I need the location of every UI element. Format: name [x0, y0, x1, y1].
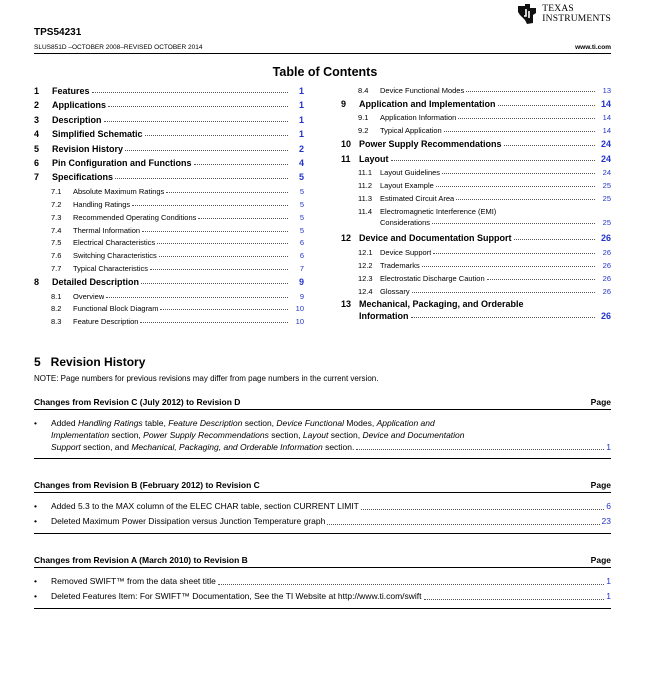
change-block-title: Changes from Revision A (March 2010) to Revision B: [34, 555, 248, 565]
toc-entry[interactable]: [34, 317, 304, 326]
toc-entry[interactable]: [341, 233, 611, 243]
change-item-body: [51, 501, 611, 513]
bullet-icon: •: [34, 516, 37, 527]
toc-leader-dots: [108, 106, 288, 107]
change-item-body: [51, 516, 611, 528]
toc-entry-label: Detailed Description: [52, 277, 140, 288]
toc-entry[interactable]: [341, 207, 611, 216]
change-block-heading: [34, 397, 611, 410]
toc-entry-label: Absolute Maximum Ratings: [73, 186, 165, 196]
toc-entry-label: Glossary: [380, 286, 410, 296]
toc-entry-page[interactable]: 1: [298, 100, 304, 111]
toc-entry[interactable]: [341, 99, 611, 109]
toc-leader-dots: [487, 279, 595, 280]
toc-leader-dots: [115, 178, 288, 179]
toc-leader-dots: [504, 145, 595, 146]
toc-entry-label: Estimated Circuit Area: [380, 193, 455, 203]
change-block-title: Changes from Revision B (February 2012) to Revision C: [34, 480, 260, 490]
toc-entry-number: 8.3: [51, 317, 62, 327]
change-item-line: [51, 430, 611, 442]
change-item: [34, 501, 611, 513]
toc-entry[interactable]: [34, 158, 304, 168]
toc-entry-label: Overview: [73, 291, 105, 301]
toc-leader-dots: [436, 186, 595, 187]
toc-entry-number: 12.3: [358, 273, 373, 283]
revision-info: SLUS851D –OCTOBER 2008–REVISED OCTOBER 2014: [34, 44, 203, 51]
change-item-line: [51, 501, 611, 513]
toc-entry-page[interactable]: 6: [299, 238, 304, 248]
change-item: [34, 576, 611, 588]
bullet-icon: •: [34, 501, 37, 511]
toc-entry-number: 10: [341, 139, 352, 150]
toc-leader-dots: [166, 192, 288, 193]
ti-logo-icon: [516, 3, 538, 25]
toc-entry-number: 8: [34, 277, 40, 288]
change-item-line: [51, 418, 611, 430]
toc-entry-label: Recommended Operating Conditions: [73, 212, 197, 222]
toc-leader-dots: [92, 92, 288, 93]
toc-entry-number: 7.4: [51, 225, 62, 235]
toc-entry-number: 8.2: [51, 304, 62, 314]
toc-entry-number: 11: [341, 153, 351, 164]
toc-leader-dots: [106, 297, 288, 298]
toc-entry-label: Handling Ratings: [73, 199, 131, 209]
toc-entry-page[interactable]: 26: [602, 260, 611, 270]
toc-entry-label-continued: Information: [359, 310, 409, 321]
toc-entry[interactable]: [341, 181, 611, 190]
toc-entry-label: Electromagnetic Interference (EMI): [380, 206, 497, 216]
toc-entry-page[interactable]: 10: [295, 317, 304, 327]
page-column-label: Page: [590, 397, 611, 407]
toc-entry-number: 7.3: [51, 212, 62, 222]
toc-entry-page[interactable]: 5: [299, 212, 304, 222]
toc-entry-page[interactable]: 1: [298, 86, 304, 96]
toc-leader-dots: [140, 322, 288, 323]
toc-leader-dots: [466, 91, 595, 92]
toc-entry[interactable]: [34, 251, 304, 260]
toc-entry-number: 11.1: [358, 167, 373, 177]
bullet-icon: •: [34, 576, 37, 586]
toc-leader-dots: [142, 231, 288, 232]
change-item-text: Support section, and Mechanical, Packaging, and Orderable Information section.: [51, 441, 355, 452]
toc-entry-label: Device Functional Modes: [380, 86, 465, 95]
toc-entry[interactable]: [34, 238, 304, 247]
logo-line-1: TEXAS: [542, 4, 574, 14]
toc-entry-label: Thermal Information: [73, 225, 141, 235]
toc-entry-label: Power Supply Recommendations: [359, 139, 502, 150]
toc-entry-page[interactable]: 1: [298, 129, 304, 140]
toc-entry[interactable]: [341, 113, 611, 122]
toc-leader-dots: [125, 150, 288, 151]
toc-entry-label: Device and Documentation Support: [359, 233, 512, 244]
toc-entry-number: 9.2: [358, 126, 369, 136]
toc-entry[interactable]: [34, 144, 304, 154]
toc-entry-label: Typical Application: [380, 126, 442, 136]
toc-entry-number: 12.2: [358, 260, 373, 270]
section-title: 5 Revision History: [34, 355, 146, 369]
toc-entry-label: Specifications: [52, 172, 114, 183]
toc-entry-page[interactable]: 24: [600, 139, 611, 150]
toc-entry-label: Electrostatic Discharge Caution: [380, 273, 485, 283]
toc-entry-page[interactable]: 25: [602, 218, 611, 227]
toc-entry-number: 11.4: [358, 206, 373, 216]
toc-entry-number: 6: [34, 158, 40, 168]
toc-leader-dots: [132, 205, 288, 206]
toc-leader-dots: [104, 121, 288, 122]
part-number: TPS54231: [34, 27, 82, 38]
toc-entry-page[interactable]: 24: [600, 153, 611, 164]
toc-entry-label: Description: [52, 114, 102, 125]
toc-leader-dots: [150, 269, 288, 270]
toc-entry-continued[interactable]: [341, 218, 611, 227]
change-item: [34, 516, 611, 528]
toc-entry-number: 7.7: [51, 264, 62, 274]
toc-entry-label: Feature Description: [73, 317, 139, 327]
toc-entry-page[interactable]: 25: [602, 193, 611, 203]
toc-entry-label: Layout: [359, 153, 389, 164]
toc-leader-dots: [456, 199, 595, 200]
ti-logo: [516, 3, 611, 25]
toc-entry-page[interactable]: 9: [298, 277, 304, 288]
header-rule: [34, 53, 611, 54]
toc-leader-dots: [498, 105, 595, 106]
change-block-end-rule: [34, 458, 611, 459]
leader-dots: [356, 449, 604, 450]
toc-entry-label: Layout Example: [380, 180, 434, 190]
change-block-end-rule: [34, 608, 611, 609]
bullet-icon: •: [34, 418, 37, 428]
toc-entry-page[interactable]: 26: [602, 286, 611, 296]
toc-entry-number: 11.3: [358, 193, 373, 203]
toc-leader-dots: [458, 118, 595, 119]
toc-leader-dots: [412, 292, 595, 293]
toc-entry[interactable]: [34, 100, 304, 110]
toc-entry-label: Revision History: [52, 143, 124, 154]
toc-entry-label: Switching Characteristics: [73, 251, 157, 261]
toc-entry-label: Pin Configuration and Functions: [52, 158, 192, 168]
leader-dots: [361, 509, 604, 510]
change-item-text: Added Handling Ratings table, Feature Description section, Device Functional Modes, Application and: [51, 418, 435, 428]
toc-leader-dots: [198, 218, 288, 219]
toc-entry[interactable]: [34, 187, 304, 196]
toc-entry-page[interactable]: 2: [298, 143, 304, 154]
logo-line-2: INSTRUMENTS: [542, 14, 611, 24]
toc-entry[interactable]: [341, 299, 611, 309]
toc-entry-label: Application Information: [380, 113, 457, 123]
toc-leader-dots: [145, 135, 288, 136]
toc-entry-number: 9.1: [358, 113, 369, 123]
toc-entry[interactable]: [34, 200, 304, 209]
section-note: NOTE: Page numbers for previous revisions may differ from page numbers in the current version.: [34, 374, 379, 383]
toc-entry-page[interactable]: 26: [602, 247, 611, 257]
toc-entry-number: 7: [34, 172, 40, 183]
toc-entry[interactable]: [341, 248, 611, 257]
change-item-text: Added 5.3 to the MAX column of the ELEC CHAR table, section CURRENT LIMIT: [51, 501, 359, 511]
change-item-body: [51, 576, 611, 588]
website-url[interactable]: www.ti.com: [575, 44, 611, 51]
leader-dots: [327, 524, 599, 525]
toc-entry-continued[interactable]: [341, 311, 611, 321]
toc-entry[interactable]: [341, 139, 611, 149]
toc-entry[interactable]: [341, 274, 611, 283]
toc-entry[interactable]: [34, 129, 304, 139]
toc-entry-page[interactable]: 14: [602, 126, 611, 136]
toc-entry-page[interactable]: 25: [602, 180, 611, 190]
toc-entry-number: 7.2: [51, 199, 62, 209]
toc-entry-number: 5: [34, 143, 40, 154]
toc-entry[interactable]: [341, 126, 611, 135]
toc-entry-page[interactable]: 26: [600, 233, 611, 244]
toc-leader-dots: [141, 283, 288, 284]
toc-entry[interactable]: [34, 172, 304, 182]
change-item-page[interactable]: 1: [606, 576, 611, 586]
toc-entry-page[interactable]: 9: [299, 291, 304, 301]
leader-dots: [218, 584, 604, 585]
page-column-label: Page: [590, 480, 611, 490]
change-item-line: [51, 576, 611, 588]
toc-entry-number: 11.2: [358, 180, 373, 190]
toc-entry-page[interactable]: 1: [298, 114, 304, 125]
toc-leader-dots: [422, 266, 595, 267]
toc-entry-number: 9: [341, 98, 347, 109]
toc-entry-page[interactable]: 7: [299, 264, 304, 274]
toc-entry[interactable]: [34, 264, 304, 273]
change-item-line: [51, 516, 611, 528]
change-item: [34, 418, 611, 453]
toc-entry-page[interactable]: 26: [600, 310, 611, 321]
leader-dots: [424, 599, 605, 600]
toc-leader-dots: [432, 223, 595, 224]
change-item-page[interactable]: 6: [606, 501, 611, 511]
toc-entry-page[interactable]: 13: [602, 86, 611, 95]
toc-entry-page[interactable]: 24: [602, 167, 611, 177]
toc-entry[interactable]: [34, 304, 304, 313]
toc-entry[interactable]: [341, 154, 611, 164]
toc-leader-dots: [159, 256, 288, 257]
toc-entry-number: 13: [341, 299, 352, 310]
change-item-line: [51, 591, 611, 603]
change-block-end-rule: [34, 533, 611, 534]
change-block-heading: [34, 480, 611, 493]
change-item-text: Deleted Features Item: For SWIFT™ Documentation, See the TI Website at http://www.ti.com/swift: [51, 591, 422, 602]
toc-entry-label: Mechanical, Packaging, and Orderable: [359, 299, 524, 310]
change-item-line: [51, 442, 611, 454]
toc-entry-label: Trademarks: [380, 260, 420, 270]
toc-entry-label: Typical Characteristics: [73, 264, 149, 274]
toc-entry[interactable]: [34, 226, 304, 235]
toc-entry-label-continued: Considerations: [380, 218, 431, 227]
toc-leader-dots: [194, 164, 289, 165]
toc-entry-number: 7.6: [51, 251, 62, 261]
toc-entry-page[interactable]: 5: [299, 186, 304, 196]
toc-entry[interactable]: [341, 287, 611, 296]
toc-entry-page[interactable]: 14: [602, 113, 611, 123]
toc-entry-page[interactable]: 10: [295, 304, 304, 314]
toc-entry-page[interactable]: 5: [298, 172, 304, 183]
toc-entry-label: Applications: [52, 100, 107, 111]
change-item-text: Deleted Maximum Power Dissipation versus Junction Temperature graph: [51, 516, 326, 527]
toc-entry-page[interactable]: 5: [299, 225, 304, 235]
bullet-icon: •: [34, 591, 37, 602]
toc-leader-dots: [411, 317, 596, 318]
change-block-title: Changes from Revision C (July 2012) to Revision D: [34, 397, 241, 407]
toc-entry[interactable]: [341, 168, 611, 177]
toc-entry-label: Functional Block Diagram: [73, 304, 159, 314]
change-item-page[interactable]: 1: [606, 441, 611, 452]
toc-entry-page[interactable]: 4: [298, 158, 304, 168]
change-block-heading: [34, 555, 611, 568]
toc-entry-number: 1: [34, 86, 40, 96]
toc-entry-label: Simplified Schematic: [52, 129, 143, 140]
toc-entry-page[interactable]: 14: [600, 98, 611, 109]
toc-leader-dots: [391, 160, 595, 161]
toc-entry-page[interactable]: 6: [299, 251, 304, 261]
toc-entry-label: Application and Implementation: [359, 98, 496, 109]
toc-entry[interactable]: [341, 261, 611, 270]
toc-entry-page[interactable]: 26: [602, 273, 611, 283]
toc-leader-dots: [433, 253, 595, 254]
toc-entry-number: 8.1: [51, 291, 62, 301]
change-item-text: Implementation section, Power Supply Recommendations section, Layout section, Device and Documentation: [51, 429, 465, 440]
toc-entry-number: 12.4: [358, 286, 373, 296]
toc-entry-number: 2: [34, 100, 40, 111]
toc-entry[interactable]: [34, 292, 304, 301]
toc-leader-dots: [444, 131, 595, 132]
toc-title: Table of Contents: [272, 65, 378, 79]
toc-entry-number: 12: [341, 233, 352, 244]
toc-leader-dots: [514, 239, 595, 240]
toc-leader-dots: [160, 309, 288, 310]
toc-leader-dots: [157, 243, 288, 244]
toc-entry-number: 7.5: [51, 238, 62, 248]
toc-entry[interactable]: [341, 86, 611, 95]
change-item-page[interactable]: 1: [606, 591, 611, 602]
toc-entry-page[interactable]: 5: [299, 199, 304, 209]
toc-entry-number: 12.1: [358, 247, 373, 257]
toc-leader-dots: [442, 173, 595, 174]
change-item-body: [51, 591, 611, 603]
toc-entry-number: 8.4: [358, 86, 369, 95]
toc-entry-number: 7.1: [51, 186, 62, 196]
change-item: [34, 591, 611, 603]
toc-entry-label: Layout Guidelines: [380, 167, 441, 177]
toc-entry-label: Electrical Characteristics: [73, 238, 156, 248]
toc-entry[interactable]: [34, 277, 304, 287]
change-item-page[interactable]: 23: [601, 516, 611, 527]
change-item-text: Removed SWIFT™ from the data sheet title: [51, 576, 216, 586]
toc-entry-label: Device Support: [380, 247, 432, 257]
toc-entry[interactable]: [34, 213, 304, 222]
toc-entry-label: Features: [52, 86, 90, 96]
toc-entry[interactable]: [34, 115, 304, 125]
toc-entry-number: 3: [34, 114, 40, 125]
toc-entry[interactable]: [34, 86, 304, 96]
change-item-body: [51, 418, 611, 453]
toc-entry-number: 4: [34, 129, 40, 140]
toc-entry[interactable]: [341, 194, 611, 203]
page-column-label: Page: [590, 555, 611, 565]
